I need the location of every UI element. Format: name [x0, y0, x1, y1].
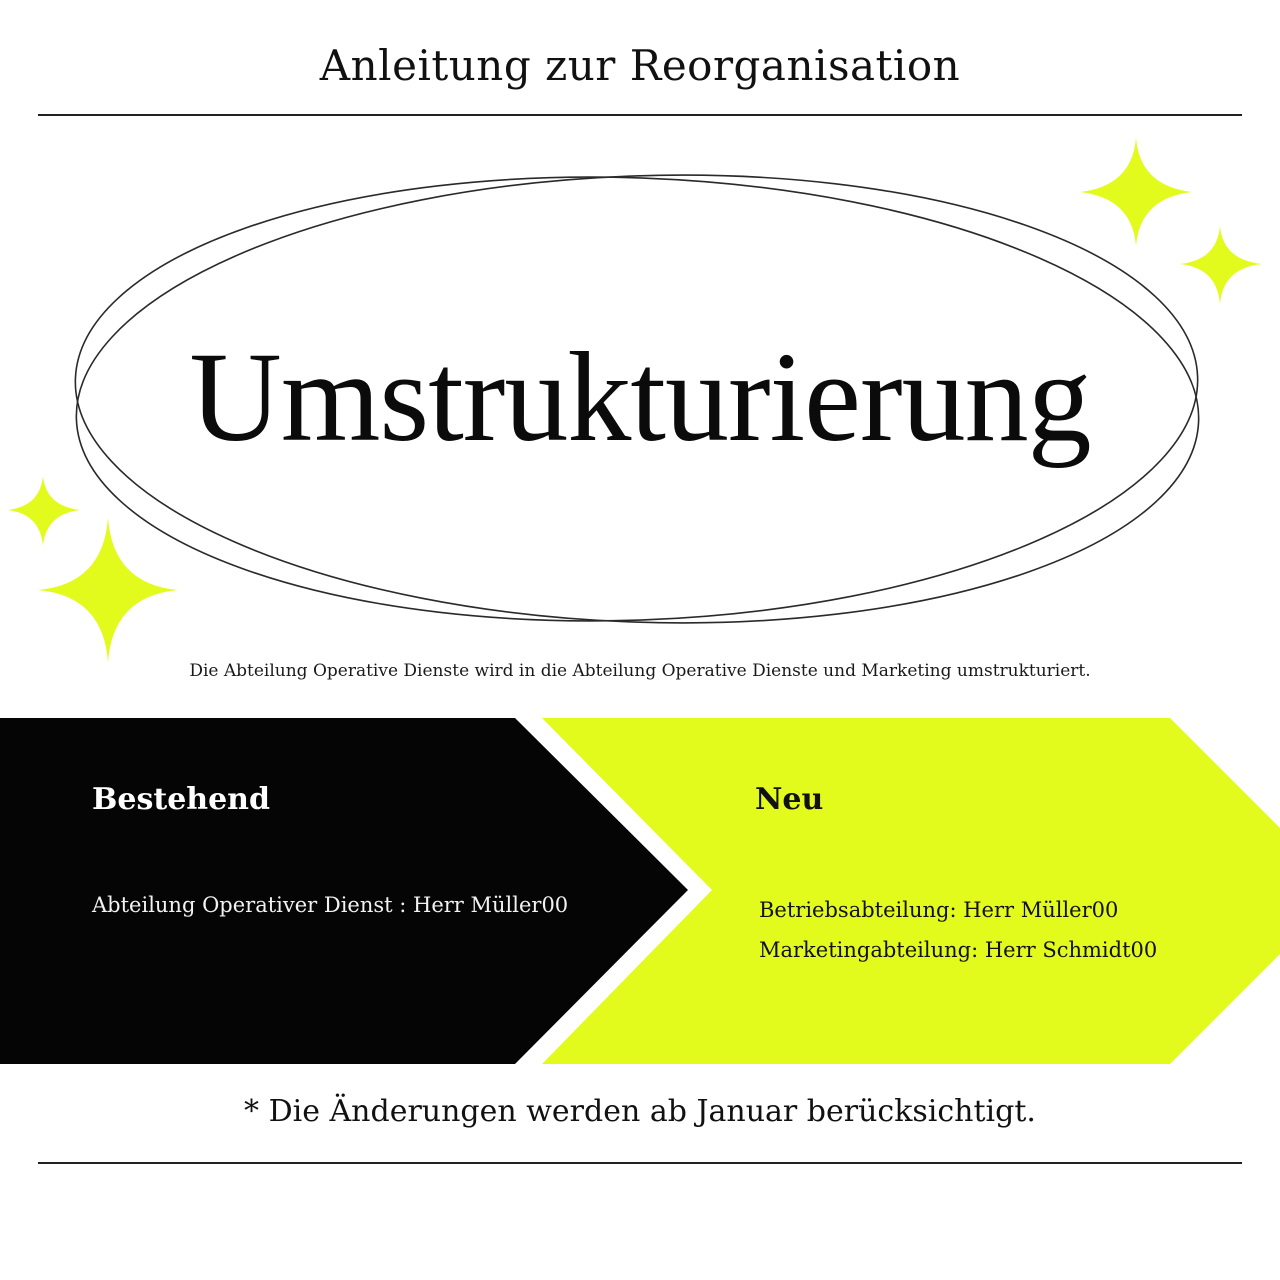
- bottom-divider: [38, 1162, 1242, 1164]
- new-entry-marketing: Marketingabteilung: Herr Schmidt00: [759, 938, 1158, 962]
- sparkle-icon: [1080, 138, 1192, 246]
- new-entries-list: [759, 890, 1157, 970]
- existing-heading: Bestehend: [92, 782, 270, 817]
- sparkle-icon: [8, 476, 80, 546]
- sparkle-icon: [1180, 226, 1262, 304]
- hero-title: Umstrukturierung: [189, 326, 1091, 468]
- new-heading: Neu: [755, 782, 824, 817]
- description-text: Die Abteilung Operative Dienste wird in die Abteilung Operative Dienste und Marketing umstrukturiert.: [189, 661, 1091, 681]
- sparkle-icon: [38, 518, 178, 662]
- existing-entry: Abteilung Operativer Dienst : Herr Müller00: [92, 893, 569, 917]
- page-title: Anleitung zur Reorganisation: [319, 41, 961, 90]
- new-entry-operations: Betriebsabteilung: Herr Müller00: [759, 898, 1119, 922]
- footnote: * Die Änderungen werden ab Januar berücksichtigt.: [244, 1094, 1036, 1129]
